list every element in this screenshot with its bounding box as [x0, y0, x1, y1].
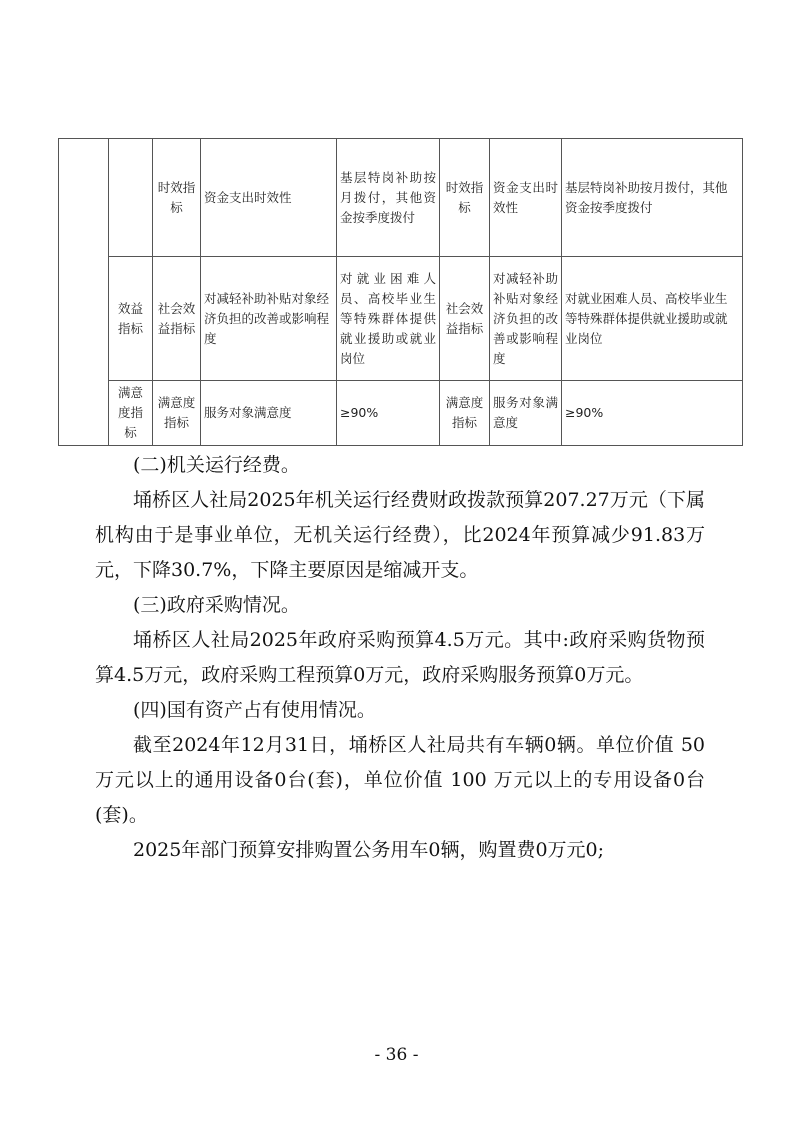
table-cell-target: ≥90% [337, 381, 440, 446]
table-row [59, 381, 743, 446]
page-number: - 36 - [374, 1045, 419, 1065]
section-heading: (三)政府采购情况。 [133, 594, 300, 616]
table-cell-indicator: 服务对象满意度 [490, 381, 562, 446]
table-cell-target: ≥90% [562, 381, 743, 446]
table-row [59, 257, 743, 381]
performance-indicator-table [58, 138, 743, 446]
section-heading: (二)机关运行经费。 [133, 454, 300, 476]
table-cell-category [59, 139, 109, 446]
table-cell-target: 基层特岗补助按月拨付，其他资金按季度拨付 [562, 139, 743, 257]
table-cell-target: 对就业困难人员、高校毕业生等特殊群体提供就业援助或就业岗位 [562, 257, 743, 381]
table-cell-level2: 社会效益指标 [153, 257, 201, 381]
performance-indicator-table-container [58, 138, 742, 446]
table-cell-level1 [109, 139, 153, 257]
table-cell-level2: 时效指标 [440, 139, 490, 257]
table-cell-level2: 满意度指标 [153, 381, 201, 446]
document-body [95, 448, 705, 868]
table-cell-level2: 社会效益指标 [440, 257, 490, 381]
table-cell-level1: 效益指标 [109, 257, 153, 381]
table-row [59, 139, 743, 257]
body-paragraph: 2025年部门预算安排购置公务用车0辆，购置费0万元0; [133, 839, 605, 861]
table-cell-indicator: 资金支出时效性 [490, 139, 562, 257]
body-paragraph: 埇桥区人社局2025年机关运行经费财政拨款预算207.27万元（下属机构由于是事业单位，无机关运行经费），比2024年预算减少91.83万元，下降30.7%，下降主要原因是缩减开支。 [95, 489, 705, 581]
table-cell-target: 基层特岗补助按月拨付，其他资金按季度拨付 [337, 139, 440, 257]
body-paragraph: 埇桥区人社局2025年政府采购预算4.5万元。其中:政府采购货物预算4.5万元，政府采购工程预算0万元，政府采购服务预算0万元。 [95, 629, 705, 686]
table-cell-indicator: 资金支出时效性 [201, 139, 337, 257]
table-cell-level2: 满意度指标 [440, 381, 490, 446]
body-paragraph: 截至2024年12月31日，埇桥区人社局共有车辆0辆。单位价值 50 万元以上的通用设备0台(套)，单位价值 100 万元以上的专用设备0台(套)。 [95, 734, 705, 826]
table-cell-indicator: 服务对象满意度 [201, 381, 337, 446]
table-cell-level2: 时效指标 [153, 139, 201, 257]
table-cell-indicator: 对减轻补助补贴对象经济负担的改善或影响程度 [201, 257, 337, 381]
table-cell-level1: 满意度指标 [109, 381, 153, 446]
table-cell-target: 对就业困难人员、高校毕业生等特殊群体提供就业援助或就业岗位 [337, 257, 440, 381]
section-heading: (四)国有资产占有使用情况。 [133, 699, 376, 721]
table-cell-indicator: 对减轻补助补贴对象经济负担的改善或影响程度 [490, 257, 562, 381]
